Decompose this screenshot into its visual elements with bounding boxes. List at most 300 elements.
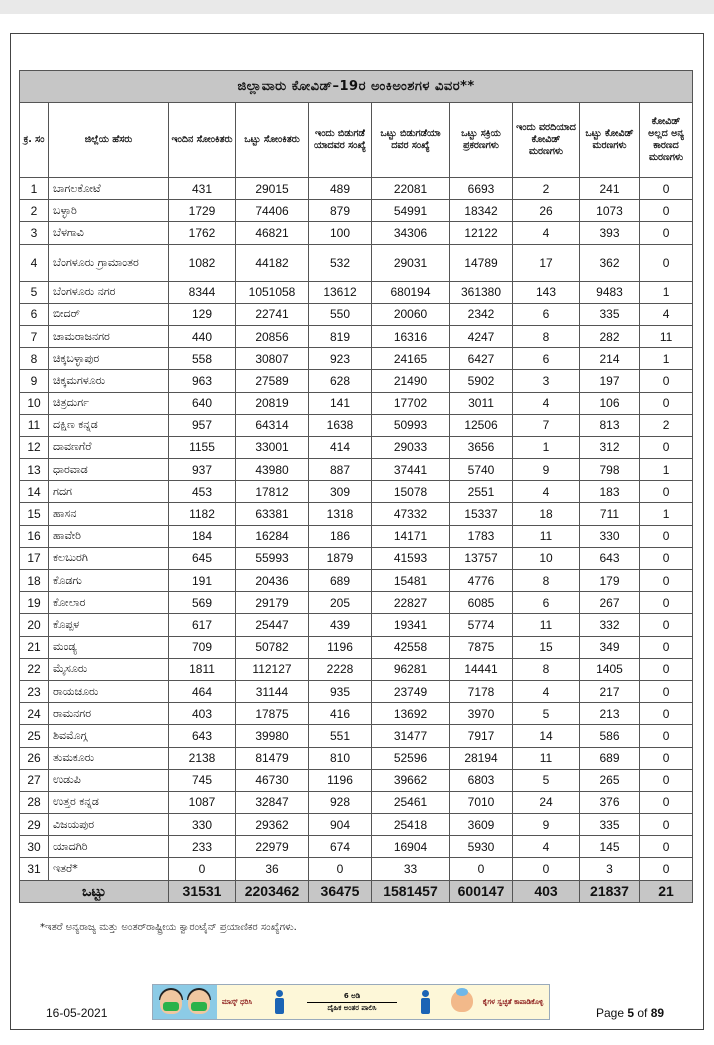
row-value: 0 [640,436,693,458]
district-name: ಇತರೆ* [49,858,169,880]
district-name: ಬಾಗಲಕೋಟೆ [49,178,169,200]
header-total-deaths: ಒಟ್ಟು ಕೋವಿಡ್ ಮರಣಗಳು [580,103,640,178]
row-value: 0 [640,200,693,222]
table-row [20,348,693,370]
row-value: 1087 [169,791,236,813]
row-value: 41593 [372,547,450,569]
table-row [20,814,693,836]
top-bar [0,0,714,14]
row-value: 9483 [580,281,640,303]
table-row [20,244,693,281]
row-value: 4 [513,836,580,858]
district-name: ಚಿಕ್ಕಬಳ್ಳಾಪುರ [49,348,169,370]
district-name: ಶಿವಮೊಗ್ಗ [49,725,169,747]
row-sno: 25 [20,725,49,747]
row-value: 1 [513,436,580,458]
row-value: 6 [513,592,580,614]
row-value: 3656 [450,436,513,458]
district-name: ಚಾಮರಾಜನಗರ [49,325,169,347]
row-value: 689 [309,570,372,592]
mask-label: ಮಾಸ್ಕ್ ಧರಿಸಿ [221,997,253,1006]
row-sno: 23 [20,680,49,702]
row-value: 0 [640,814,693,836]
district-name: ಹಾಸನ [49,503,169,525]
row-value: 31144 [236,680,309,702]
row-value: 431 [169,178,236,200]
row-sno: 10 [20,392,49,414]
table-row [20,503,693,525]
row-value: 213 [580,703,640,725]
row-value: 362 [580,244,640,281]
row-sno: 6 [20,303,49,325]
row-value: 267 [580,592,640,614]
row-value: 1073 [580,200,640,222]
covid-awareness-banner [152,984,550,1020]
row-value: 569 [169,592,236,614]
row-value: 1 [640,459,693,481]
table-row [20,858,693,880]
total-value: 600147 [450,880,513,902]
row-value: 25461 [372,791,450,813]
row-value: 5774 [450,614,513,636]
district-name: ಉಡುಪಿ [49,769,169,791]
row-value: 1729 [169,200,236,222]
row-value: 81479 [236,747,309,769]
row-value: 416 [309,703,372,725]
row-value: 42558 [372,636,450,658]
table-row [20,658,693,680]
row-value: 643 [169,725,236,747]
table-row [20,747,693,769]
row-value: 1811 [169,658,236,680]
document-date: 16-05-2021 [46,1006,108,1020]
row-sno: 16 [20,525,49,547]
row-value: 10 [513,547,580,569]
row-value: 4776 [450,570,513,592]
row-value: 928 [309,791,372,813]
distance-arrow-icon [307,1002,397,1003]
row-value: 183 [580,481,640,503]
table-row [20,836,693,858]
district-name: ಉತ್ತರ ಕನ್ನಡ [49,791,169,813]
row-value: 4 [513,481,580,503]
row-sno: 21 [20,636,49,658]
row-value: 17 [513,244,580,281]
row-sno: 3 [20,222,49,244]
row-value: 16284 [236,525,309,547]
row-value: 15 [513,636,580,658]
row-value: 628 [309,370,372,392]
row-value: 9 [513,814,580,836]
row-value: 937 [169,459,236,481]
footnote: *ಇತರೆ ಅನ್ಯರಾಜ್ಯ ಮತ್ತು ಅಂತರ್‌ರಾಷ್ಟ್ರೀಯ ಕ್ವಾರಂಟೈನ್ ಪ್ರಯಾಣಿಕರ ಸಂಖ್ಯೆಗಳು. [40,922,297,933]
row-value: 184 [169,525,236,547]
row-value: 810 [309,747,372,769]
district-name: ಚಿಕ್ಕಮಗಳೂರು [49,370,169,392]
row-value: 0 [640,725,693,747]
row-value: 330 [580,525,640,547]
row-value: 44182 [236,244,309,281]
row-value: 0 [640,178,693,200]
total-value: 21837 [580,880,640,902]
row-value: 214 [580,348,640,370]
row-value: 28194 [450,747,513,769]
page-number [596,1006,664,1020]
row-sno: 27 [20,769,49,791]
row-value: 14441 [450,658,513,680]
row-value: 1196 [309,769,372,791]
distance-bottom-label: ದೈಹಿಕ ಅಂತರ ಪಾಲಿಸಿ [327,1003,377,1012]
district-name: ಮಂಡ್ಯ [49,636,169,658]
row-value: 6 [513,348,580,370]
row-sno: 5 [20,281,49,303]
page-sep: of [634,1006,651,1020]
row-value: 7178 [450,680,513,702]
row-value: 0 [640,658,693,680]
row-value: 39980 [236,725,309,747]
row-value: 0 [640,680,693,702]
hand-label: ಕೈಗಳ ಸ್ವಚ್ಛತೆ ಕಾಪಾಡಿಕೊಳ್ಳಿ [482,997,544,1006]
row-value: 532 [309,244,372,281]
table-row [20,436,693,458]
row-value: 27589 [236,370,309,392]
row-value: 645 [169,547,236,569]
total-value: 403 [513,880,580,902]
row-value: 26 [513,200,580,222]
row-value: 8 [513,325,580,347]
row-value: 46730 [236,769,309,791]
row-value: 6085 [450,592,513,614]
row-value: 129 [169,303,236,325]
row-value: 23749 [372,680,450,702]
row-value: 5902 [450,370,513,392]
row-value: 3970 [450,703,513,725]
row-value: 798 [580,459,640,481]
row-value: 0 [640,858,693,880]
row-value: 689 [580,747,640,769]
row-value: 6693 [450,178,513,200]
total-value: 2203462 [236,880,309,902]
district-name: ಹಾವೇರಿ [49,525,169,547]
row-sno: 31 [20,858,49,880]
row-value: 233 [169,836,236,858]
person-icon [420,990,430,1014]
distance-section [257,990,447,1014]
row-value: 112127 [236,658,309,680]
row-sno: 9 [20,370,49,392]
page-total: 89 [650,1006,665,1020]
row-value: 0 [640,570,693,592]
row-value: 0 [640,481,693,503]
row-value: 3 [580,858,640,880]
row-value: 15481 [372,570,450,592]
row-value: 963 [169,370,236,392]
row-value: 18 [513,503,580,525]
header-today-discharged: ಇಂದು ಬಿಡುಗಡೆ ಯಾದವರ ಸಂಖ್ಯೆ [309,103,372,178]
row-value: 550 [309,303,372,325]
page-prefix: Page [596,1006,628,1020]
table-row [20,791,693,813]
row-value: 4 [513,222,580,244]
row-sno: 1 [20,178,49,200]
row-value: 22827 [372,592,450,614]
row-value: 29015 [236,178,309,200]
row-value: 0 [640,244,693,281]
row-value: 453 [169,481,236,503]
row-value: 0 [169,858,236,880]
row-value: 143 [513,281,580,303]
row-sno: 4 [20,244,49,281]
row-value: 15337 [450,503,513,525]
row-value: 819 [309,325,372,347]
row-value: 5930 [450,836,513,858]
row-value: 29362 [236,814,309,836]
row-value: 37441 [372,459,450,481]
district-name: ರಾಮನಗರ [49,703,169,725]
row-value: 3011 [450,392,513,414]
district-name: ದಕ್ಷಿಣ ಕನ್ನಡ [49,414,169,436]
row-value: 1196 [309,636,372,658]
table-row [20,392,693,414]
row-value: 3 [513,370,580,392]
row-sno: 2 [20,200,49,222]
row-value: 489 [309,178,372,200]
row-value: 282 [580,325,640,347]
row-value: 617 [169,614,236,636]
row-value: 39662 [372,769,450,791]
row-value: 5740 [450,459,513,481]
row-sno: 29 [20,814,49,836]
row-value: 8 [513,570,580,592]
table-row [20,725,693,747]
table-row [20,592,693,614]
table-row [20,200,693,222]
row-value: 640 [169,392,236,414]
table-row [20,769,693,791]
row-value: 464 [169,680,236,702]
header-district: ಜಿಲ್ಲೆಯ ಹೆಸರು [49,103,169,178]
row-value: 1082 [169,244,236,281]
row-value: 335 [580,814,640,836]
page-current: 5 [627,1006,635,1020]
row-value: 100 [309,222,372,244]
row-value: 16316 [372,325,450,347]
district-name: ಚಿತ್ರದುರ್ಗ [49,392,169,414]
row-value: 813 [580,414,640,436]
row-value: 16904 [372,836,450,858]
table-row [20,636,693,658]
row-value: 0 [640,370,693,392]
row-value: 0 [640,525,693,547]
row-value: 0 [640,703,693,725]
distance-top-label: 6 ಅಡಿ [343,991,361,1000]
row-sno: 19 [20,592,49,614]
district-name: ಗದಗ [49,481,169,503]
district-name: ಕೊಡಗು [49,570,169,592]
row-sno: 11 [20,414,49,436]
row-value: 957 [169,414,236,436]
district-name: ಬೀದರ್ [49,303,169,325]
row-value: 63381 [236,503,309,525]
row-value: 0 [640,769,693,791]
row-value: 0 [640,547,693,569]
row-sno: 17 [20,547,49,569]
row-value: 141 [309,392,372,414]
row-value: 186 [309,525,372,547]
row-value: 17702 [372,392,450,414]
row-value: 0 [640,747,693,769]
row-value: 0 [640,836,693,858]
row-value: 643 [580,547,640,569]
table-row [20,459,693,481]
district-name: ದಾವಣಗೆರೆ [49,436,169,458]
district-name: ಬೆಂಗಳೂರು ಗ್ರಾಮಾಂತರ [49,244,169,281]
row-value: 11 [513,614,580,636]
row-value: 12122 [450,222,513,244]
district-name: ರಾಯಚೂರು [49,680,169,702]
row-value: 551 [309,725,372,747]
row-sno: 24 [20,703,49,725]
row-value: 4 [513,392,580,414]
row-value: 2551 [450,481,513,503]
row-value: 32847 [236,791,309,813]
totals-label: ಒಟ್ಟು [20,880,169,902]
row-value: 4 [640,303,693,325]
header-total-discharged: ಒಟ್ಟು ಬಿಡುಗಡೆಯಾ ದವರ ಸಂಖ್ಯೆ [372,103,450,178]
totals-row [20,880,693,902]
row-sno: 28 [20,791,49,813]
row-value: 1318 [309,503,372,525]
row-value: 1783 [450,525,513,547]
district-name: ಕೊಪ್ಪಳ [49,614,169,636]
row-value: 349 [580,636,640,658]
row-value: 241 [580,178,640,200]
row-value: 674 [309,836,372,858]
row-value: 711 [580,503,640,525]
row-value: 30807 [236,348,309,370]
row-value: 7875 [450,636,513,658]
row-value: 14 [513,725,580,747]
row-value: 22741 [236,303,309,325]
table-row [20,303,693,325]
row-value: 1182 [169,503,236,525]
row-value: 13612 [309,281,372,303]
row-sno: 12 [20,436,49,458]
row-value: 879 [309,200,372,222]
table-body [20,178,693,881]
row-value: 9 [513,459,580,481]
district-name: ಧಾರವಾಡ [49,459,169,481]
table-title: ಜಿಲ್ಲಾವಾರು ಕೋವಿಡ್‌–19ರ ಅಂಕಿಅಂಶಗಳ ವಿವರ** [20,71,693,103]
table-row [20,281,693,303]
district-name: ಮೈಸೂರು [49,658,169,680]
row-value: 18342 [450,200,513,222]
row-value: 17812 [236,481,309,503]
row-value: 14171 [372,525,450,547]
row-value: 3609 [450,814,513,836]
row-value: 36 [236,858,309,880]
row-value: 14789 [450,244,513,281]
row-value: 191 [169,570,236,592]
row-value: 7010 [450,791,513,813]
row-value: 20819 [236,392,309,414]
row-value: 1 [640,281,693,303]
row-value: 586 [580,725,640,747]
row-value: 0 [450,858,513,880]
row-value: 1879 [309,547,372,569]
row-value: 43980 [236,459,309,481]
row-sno: 13 [20,459,49,481]
row-value: 6803 [450,769,513,791]
district-covid-table [19,70,693,903]
row-value: 25418 [372,814,450,836]
header-total-cases: ಒಟ್ಟು ಸೋಂಕಿತರು [236,103,309,178]
row-value: 20060 [372,303,450,325]
row-value: 29031 [372,244,450,281]
row-value: 11 [513,747,580,769]
row-value: 1405 [580,658,640,680]
row-value: 17875 [236,703,309,725]
row-sno: 15 [20,503,49,525]
total-value: 31531 [169,880,236,902]
row-value: 265 [580,769,640,791]
row-value: 13692 [372,703,450,725]
row-value: 5 [513,703,580,725]
row-value: 22979 [236,836,309,858]
row-value: 64314 [236,414,309,436]
row-sno: 22 [20,658,49,680]
row-value: 414 [309,436,372,458]
table-row [20,525,693,547]
row-value: 2 [640,414,693,436]
row-value: 47332 [372,503,450,525]
row-value: 887 [309,459,372,481]
row-value: 1762 [169,222,236,244]
row-value: 935 [309,680,372,702]
row-value: 7917 [450,725,513,747]
district-name: ಬಳ್ಳಾರಿ [49,200,169,222]
row-value: 31477 [372,725,450,747]
row-value: 4 [513,680,580,702]
row-value: 403 [169,703,236,725]
row-value: 361380 [450,281,513,303]
row-value: 15078 [372,481,450,503]
row-sno: 26 [20,747,49,769]
header-today-cases: ಇಂದಿನ ಸೋಂಕಿತರು [169,103,236,178]
row-value: 1 [640,348,693,370]
row-sno: 30 [20,836,49,858]
row-value: 0 [640,791,693,813]
row-value: 2 [513,178,580,200]
district-name: ಯಾದಗಿರಿ [49,836,169,858]
table-row [20,414,693,436]
row-value: 558 [169,348,236,370]
row-value: 22081 [372,178,450,200]
row-value: 0 [640,392,693,414]
table-row [20,547,693,569]
row-value: 217 [580,680,640,702]
row-value: 33001 [236,436,309,458]
row-value: 7 [513,414,580,436]
header-row [20,103,693,178]
row-value: 20436 [236,570,309,592]
row-value: 54991 [372,200,450,222]
row-value: 309 [309,481,372,503]
table-row [20,680,693,702]
row-value: 29179 [236,592,309,614]
row-value: 2138 [169,747,236,769]
table-row [20,481,693,503]
